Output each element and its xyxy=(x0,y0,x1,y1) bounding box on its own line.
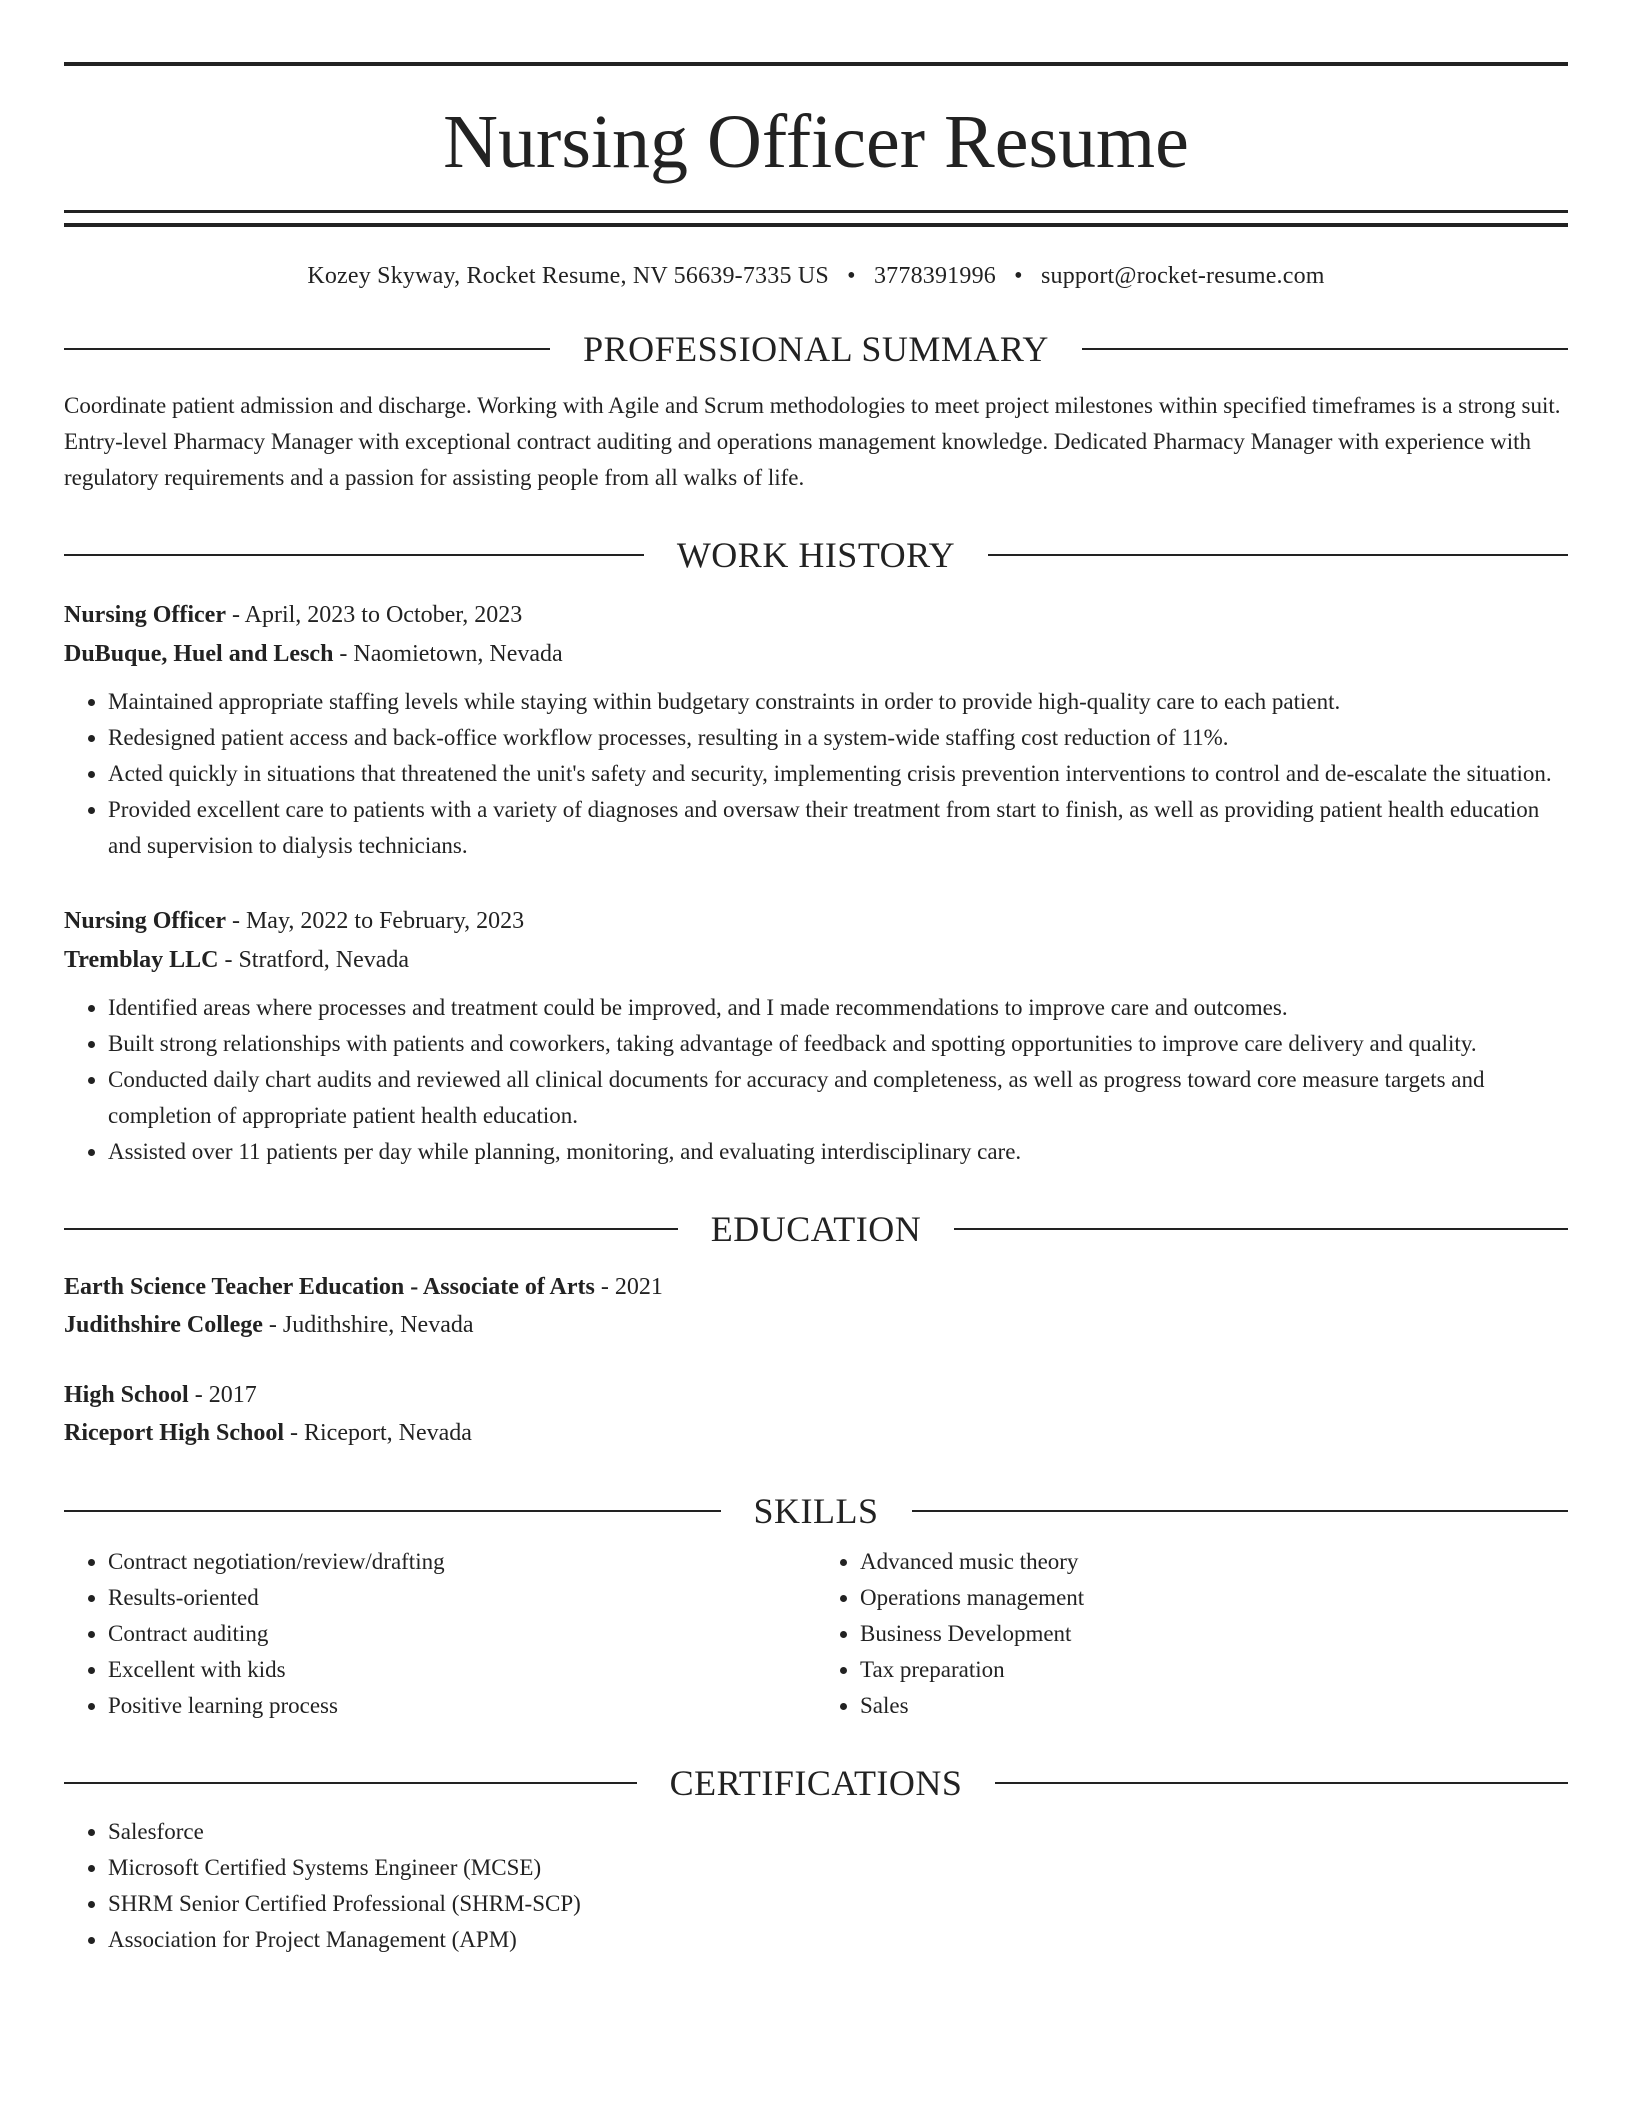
certification-item: • Association for Project Management (APM) xyxy=(108,1922,1568,1958)
skill-item: • Business Development xyxy=(860,1616,1568,1652)
job-location: - Naomietown, Nevada xyxy=(333,641,563,667)
job-bullet: • Provided excellent care to patients with a variety of diagnoses and oversaw their treatment from start to finish, as well as providing patient health education and supervision to dialysis technicians. xyxy=(108,792,1568,864)
job-bullet: • Assisted over 11 patients per day while planning, monitoring, and evaluating interdisciplinary care. xyxy=(108,1134,1568,1170)
section-rule-left xyxy=(64,554,644,556)
education-year: - 2021 xyxy=(594,1274,663,1300)
skill-item: • Advanced music theory xyxy=(860,1544,1568,1580)
skill-item: • Contract auditing xyxy=(108,1616,816,1652)
section-rule-right xyxy=(995,1782,1568,1784)
job-company-line xyxy=(64,635,1568,674)
job-bullet: • Redesigned patient access and back-office workflow processes, resulting in a system-wide staffing cost reduction of 11%. xyxy=(108,720,1568,756)
job-dates: - April, 2023 to October, 2023 xyxy=(225,602,523,628)
skill-item: • Operations management xyxy=(860,1580,1568,1616)
certification-item: • SHRM Senior Certified Professional (SHRM-SCP) xyxy=(108,1886,1568,1922)
skill-item: • Excellent with kids xyxy=(108,1652,816,1688)
title-double-rule xyxy=(64,210,1568,227)
job-bullet: • Conducted daily chart audits and reviewed all clinical documents for accuracy and completeness, as well as progress toward core measure targets and completion of appropriate patient health education. xyxy=(108,1062,1568,1134)
section-title-education: EDUCATION xyxy=(710,1209,922,1249)
section-rule-right xyxy=(988,554,1568,556)
skills-list-right xyxy=(816,1544,1568,1724)
education-entry xyxy=(64,1268,1568,1344)
section-rule-left xyxy=(64,348,550,350)
job-bullet: • Maintained appropriate staffing levels while staying within budgetary constraints in order to provide high-quality care to each patient. xyxy=(108,684,1568,720)
skill-item: • Sales xyxy=(860,1688,1568,1724)
section-rule-right xyxy=(1082,348,1568,350)
section-header-work xyxy=(64,534,1568,576)
certification-item: • Microsoft Certified Systems Engineer (MCSE) xyxy=(108,1850,1568,1886)
top-rule xyxy=(64,62,1568,66)
contact-separator: • xyxy=(1014,263,1023,289)
contact-email: support@rocket-resume.com xyxy=(1040,263,1325,289)
education-school-line xyxy=(64,1306,1568,1344)
contact-separator: • xyxy=(847,263,856,289)
education-degree-line xyxy=(64,1376,1568,1414)
job-company: Tremblay LLC xyxy=(64,947,219,973)
section-header-skills xyxy=(64,1490,1568,1532)
section-rule-right xyxy=(954,1228,1568,1230)
section-rule-left xyxy=(64,1510,721,1512)
section-header-summary xyxy=(64,328,1568,370)
education-degree: Earth Science Teacher Education - Associate of Arts xyxy=(64,1274,595,1300)
job-entry xyxy=(64,902,1568,1170)
resume-title: Nursing Officer Resume xyxy=(443,100,1189,184)
skill-item: • Results-oriented xyxy=(108,1580,816,1616)
job-dates: - May, 2022 to February, 2023 xyxy=(225,908,525,934)
certifications-list xyxy=(64,1814,1568,1958)
education-school: Judithshire College xyxy=(64,1312,263,1338)
job-title: Nursing Officer xyxy=(64,602,226,628)
job-company-line xyxy=(64,941,1568,980)
education-school-line xyxy=(64,1414,1568,1452)
summary-paragraph: Coordinate patient admission and discharge. Working with Agile and Scrum methodologies to meet project milestones within specified timeframes is a strong suit. Entry-level Pharmacy Manager with exceptional contract auditing and operations management knowledge. Dedicated Pharmacy Manager with experience with regulatory requirements and a passion for assisting people from all walks of life. xyxy=(64,393,1561,490)
section-rule-left xyxy=(64,1228,678,1230)
contact-address: Kozey Skyway, Rocket Resume, NV 56639-7335 US xyxy=(307,263,829,289)
job-title: Nursing Officer xyxy=(64,908,226,934)
contact-phone: 3778391996 xyxy=(873,263,996,289)
job-company: DuBuque, Huel and Lesch xyxy=(64,641,334,667)
education-location: - Riceport, Nevada xyxy=(284,1420,472,1446)
job-title-line xyxy=(64,902,1568,941)
job-bullets xyxy=(64,684,1568,864)
job-bullet: • Built strong relationships with patients and coworkers, taking advantage of feedback and spotting opportunities to improve care delivery and quality. xyxy=(108,1026,1568,1062)
education-entry xyxy=(64,1376,1568,1452)
skill-item: • Positive learning process xyxy=(108,1688,816,1724)
education-year: - 2017 xyxy=(188,1382,257,1408)
section-title-certifications: CERTIFICATIONS xyxy=(669,1763,963,1803)
section-rule-left xyxy=(64,1782,637,1784)
education-degree: High School xyxy=(64,1382,189,1408)
job-location: - Stratford, Nevada xyxy=(218,947,410,973)
job-title-line xyxy=(64,596,1568,635)
education-school: Riceport High School xyxy=(64,1420,284,1446)
job-entry xyxy=(64,596,1568,864)
education-location: - Judithshire, Nevada xyxy=(262,1312,474,1338)
skill-item: • Contract negotiation/review/drafting xyxy=(108,1544,816,1580)
job-bullets xyxy=(64,990,1568,1170)
job-bullet: • Identified areas where processes and treatment could be improved, and I made recommendations to improve care and outcomes. xyxy=(108,990,1568,1026)
section-rule-right xyxy=(912,1510,1569,1512)
job-bullet: • Acted quickly in situations that threatened the unit's safety and security, implementing crisis prevention interventions to control and de-escalate the situation. xyxy=(108,756,1568,792)
certification-item: • Salesforce xyxy=(108,1814,1568,1850)
section-title-work: WORK HISTORY xyxy=(676,535,956,575)
contact-info xyxy=(64,263,1568,290)
section-header-certifications xyxy=(64,1762,1568,1804)
section-title-skills: SKILLS xyxy=(753,1491,879,1531)
section-header-education xyxy=(64,1208,1568,1250)
skills-columns xyxy=(64,1544,1568,1724)
skill-item: • Tax preparation xyxy=(860,1652,1568,1688)
skills-list-left xyxy=(64,1544,816,1724)
education-degree-line xyxy=(64,1268,1568,1306)
section-title-summary: PROFESSIONAL SUMMARY xyxy=(583,329,1049,369)
